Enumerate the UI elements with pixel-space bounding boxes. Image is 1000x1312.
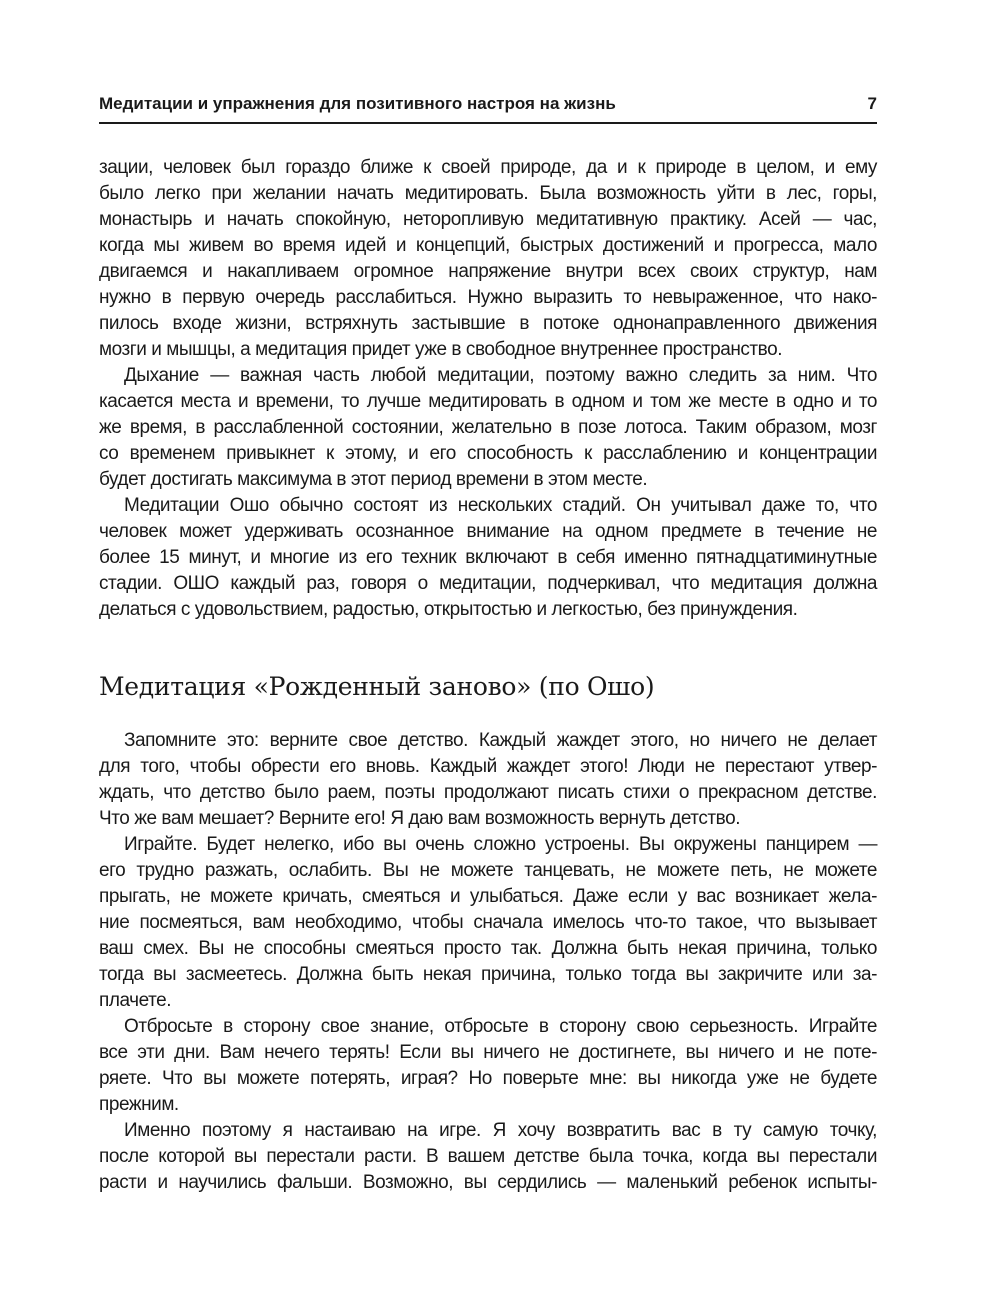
paragraph [99, 1118, 877, 1196]
page-number: 7 [867, 94, 877, 113]
text-line: Запомните это: верните свое детство. Каждый жаждет этого, но ничего не делает [124, 730, 877, 751]
section-intro-text [99, 155, 877, 623]
text-line: плачете. [99, 990, 172, 1011]
section-reborn-text [99, 728, 877, 1196]
text-line: более 15 минут, и многие из его техник включают в себя именно пятнадцатиминутные [99, 547, 877, 568]
text-line: Отбросьте в сторону свое знание, отбросьте в сторону свою серьезность. Играйте [124, 1016, 877, 1037]
section-heading: Медитация «Рожденный заново» (по Ошо) [99, 672, 655, 701]
text-line: мозги и мышцы, а медитация придет уже в свободное внутреннее пространство. [99, 339, 783, 360]
text-line: когда мы живем во время идей и концепций, быстрых достижений и прогресса, мало [99, 235, 877, 256]
paragraph [99, 1014, 877, 1118]
text-line: Именно поэтому я настаиваю на игре. Я хочу возвратить вас в ту самую точку, [124, 1120, 877, 1141]
running-title: Медитации и упражнения для позитивного настроя на жизнь [99, 94, 616, 113]
text-line: будет достигать максимума в этот период времени в этом месте. [99, 469, 648, 490]
text-line: тогда вы засмеетесь. Должна быть некая причина, только тогда вы закричите или за- [99, 964, 877, 985]
text-line: нужно в первую очередь расслабиться. Нужно выразить то невыраженное, что нако- [99, 287, 877, 308]
text-line: ряете. Что вы можете потерять, играя? Но поверьте мне: вы никогда уже не будете [99, 1068, 877, 1089]
paragraph [99, 832, 877, 1014]
paragraph [99, 155, 877, 363]
text-line: прыгать, не можете кричать, смеяться и улыбаться. Даже если у вас возникает жела- [99, 886, 877, 907]
text-line: касается места и времени, то лучше медитировать в одном и том же месте в одно и то [99, 391, 877, 412]
paragraph [99, 728, 877, 832]
running-header [99, 94, 877, 124]
text-line: Медитации Ошо обычно состоят из нескольких стадий. Он учитывал даже то, что [124, 495, 877, 516]
text-line: двигаемся и накапливаем огромное напряжение внутри всех своих структур, нам [99, 261, 877, 282]
text-line: стадии. ОШО каждый раз, говоря о медитации, подчеркивал, что медитация должна [99, 573, 877, 594]
text-line: пилось входе жизни, встряхнуть застывшие в потоке однонаправленного движения [99, 313, 877, 334]
text-line: прежним. [99, 1094, 179, 1115]
text-line: было легко при желании начать медитировать. Была возможность уйти в лес, горы, [99, 183, 877, 204]
text-line: его трудно разжать, ослабить. Вы не можете танцевать, не можете петь, не можете [99, 860, 877, 881]
paragraph [99, 363, 877, 493]
text-line: ждать, что детство было раем, поэты продолжают писать стихи о прекрасном детстве. [99, 782, 877, 803]
text-line: монастырь и начать спокойную, неторопливую медитативную практику. Асей — час, [99, 209, 877, 230]
text-line: все эти дни. Вам нечего терять! Если вы ничего не достигнете, вы ничего и не поте- [99, 1042, 877, 1063]
text-line: для того, чтобы обрести его вновь. Каждый жаждет этого! Люди не перестают утвер- [99, 756, 877, 777]
paragraph [99, 493, 877, 623]
text-line: Дыхание — важная часть любой медитации, поэтому важно следить за ним. Что [124, 365, 877, 386]
text-line: после которой вы перестали расти. В вашем детстве была точка, когда вы перестали [99, 1146, 877, 1167]
text-line: со временем привыкнет к этому, и его способность к расслаблению и концентрации [99, 443, 877, 464]
text-line: человек может удерживать осознанное внимание на одном предмете в течение не [99, 521, 877, 542]
text-line: ние посмеяться, вам необходимо, чтобы сначала имелось что-то такое, что вызывает [99, 912, 877, 933]
text-line: же время, в расслабленной состоянии, желательно в позе лотоса. Таким образом, мозг [99, 417, 877, 438]
text-line: зации, человек был гораздо ближе к своей природе, да и к природе в целом, и ему [99, 157, 877, 178]
text-line: Что же вам мешает? Верните его! Я даю вам возможность вернуть детство. [99, 808, 741, 829]
text-line: ваш смех. Вы не способны смеяться просто так. Должна быть некая причина, только [99, 938, 877, 959]
text-line: расти и научились фальши. Возможно, вы сердились — маленький ребенок испыты- [99, 1172, 877, 1193]
text-line: Играйте. Будет нелегко, ибо вы очень сложно устроены. Вы окружены панцирем — [124, 834, 877, 855]
text-line: делаться с удовольствием, радостью, открытостью и легкостью, без принуждения. [99, 599, 798, 620]
